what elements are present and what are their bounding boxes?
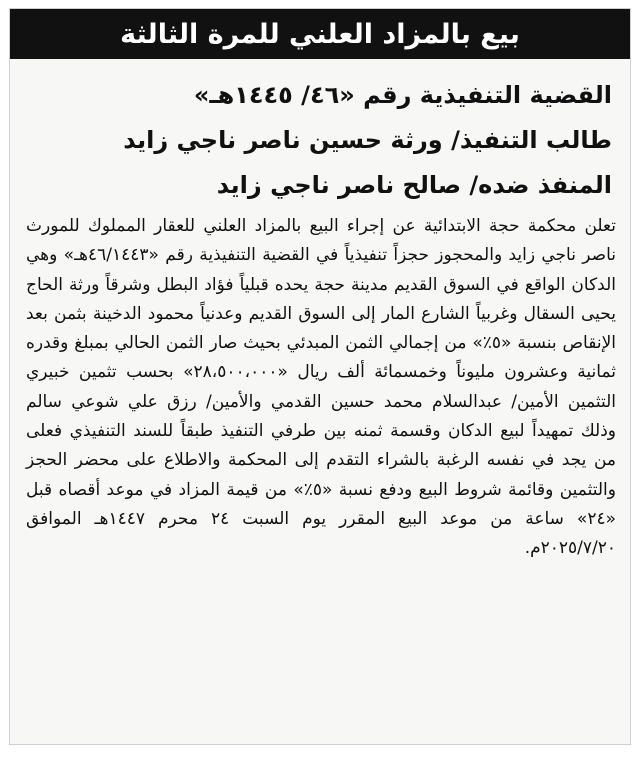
notice-body: تعلن محكمة حجة الابتدائية عن إجراء البيع بالمزاد العلني للعقار المملوك للمورث ناصر ناجي زايد والمحجوز حجزاً تنفيذياً في القضية التنفيذية رقم «٤٦/١٤٤٣هـ» وهي الدكان الواقع في السوق القديم مدينة حجة يحده قبلياً فؤاد البطل وشرقاً ورثة الحاج يحيى السقال وغربياً الشارع المار إلى السوق القديم وعدنياً محمود الدخينة بثمن بعد الإنقاص بنسبة «٥٪» من إجمالي الثمن المبدئي بحيث صار الثمن الحالي بمبلغ وقدره ثمانية وعشرون مليوناً وخمسمائة ألف ريال «٢٨،٥٠٠،٠٠٠» بحسب تثمين خبيري التثمين الأمين/ عبدالسلام محمد حسين القدمي والأمين/ رزق علي شوعي سالم وذلك تمهيداً لبيع الدكان وقسمة ثمنه بين طرفي التنفيذ طبقاً للسند التنفيذي فعلى من يجد في نفسه الرغبة بالشراء التقدم إلى المحكمة والاطلاع على محضر الحجز والتثمين وقائمة شروط البيع ودفع نسبة «٥٪» من قيمة المزاد في موعد أقصاه قبل «٢٤» ساعة من موعد البيع المقرر يوم السبت ٢٤ محرم ١٤٤٧هـ الموافق ٢٠٢٥/٧/٢٠م.	[26, 216, 617, 559]
case-number-line: القضية التنفيذية رقم «٤٦/ ١٤٤٥هـ»	[193, 81, 612, 109]
notice-title: بيع بالمزاد العلني للمرة الثالثة	[10, 9, 630, 59]
notice-headings	[10, 59, 630, 208]
applicant-line: طالب التنفيذ/ ورثة حسين ناصر ناجي زايد	[123, 126, 612, 154]
auction-notice	[9, 8, 631, 745]
defendant-line: المنفذ ضده/ صالح ناصر ناجي زايد	[216, 171, 612, 199]
